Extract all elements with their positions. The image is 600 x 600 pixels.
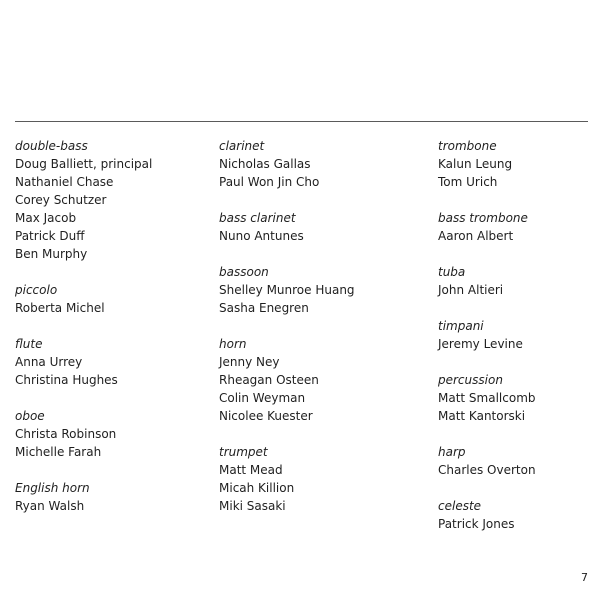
instrument-name: flute bbox=[15, 337, 43, 351]
instrument-section bbox=[219, 443, 429, 515]
instrument-section bbox=[219, 263, 429, 317]
instrument-section bbox=[438, 209, 588, 245]
player-name: Sasha Enegren bbox=[219, 301, 309, 315]
instrument-name: bass trombone bbox=[438, 211, 528, 225]
player-name: Michelle Farah bbox=[15, 445, 102, 459]
player-name: Doug Balliett, principal bbox=[15, 157, 153, 171]
instrument-name: English horn bbox=[15, 481, 90, 495]
instrument-name: clarinet bbox=[219, 139, 265, 153]
instrument-name: trombone bbox=[438, 139, 497, 153]
player-name: Matt Kantorski bbox=[438, 409, 526, 423]
instrument-name: piccolo bbox=[15, 283, 58, 297]
player-name: John Altieri bbox=[438, 283, 504, 297]
player-name: Kalun Leung bbox=[438, 157, 513, 171]
player-name: Nicolee Kuester bbox=[219, 409, 313, 423]
instrument-name: horn bbox=[219, 337, 247, 351]
player-name: Jeremy Levine bbox=[438, 337, 523, 351]
player-name: Patrick Duff bbox=[15, 229, 85, 243]
player-name: Patrick Jones bbox=[438, 517, 515, 531]
roster-column-1 bbox=[15, 137, 210, 533]
player-name: Max Jacob bbox=[15, 211, 77, 225]
header-rule bbox=[15, 121, 588, 122]
instrument-name: tuba bbox=[438, 265, 466, 279]
player-name: Shelley Munroe Huang bbox=[219, 283, 355, 297]
player-name: Tom Urich bbox=[438, 175, 498, 189]
instrument-name: trumpet bbox=[219, 445, 268, 459]
instrument-section bbox=[438, 443, 588, 479]
player-name: Corey Schutzer bbox=[15, 193, 107, 207]
instrument-name: bassoon bbox=[219, 265, 269, 279]
player-name: Rheagan Osteen bbox=[219, 373, 319, 387]
instrument-name: oboe bbox=[15, 409, 45, 423]
instrument-section bbox=[15, 479, 210, 515]
instrument-name: celeste bbox=[438, 499, 482, 513]
player-name: Christina Hughes bbox=[15, 373, 118, 387]
instrument-section bbox=[15, 137, 210, 263]
page-number: 7 bbox=[581, 571, 588, 584]
player-name: Matt Mead bbox=[219, 463, 283, 477]
instrument-section bbox=[438, 137, 588, 191]
player-name: Aaron Albert bbox=[438, 229, 514, 243]
instrument-section bbox=[15, 281, 210, 317]
instrument-name: timpani bbox=[438, 319, 484, 333]
player-name: Micah Killion bbox=[219, 481, 295, 495]
player-name: Charles Overton bbox=[438, 463, 536, 477]
instrument-section bbox=[438, 317, 588, 353]
instrument-name: harp bbox=[438, 445, 466, 459]
instrument-section bbox=[438, 497, 588, 533]
instrument-section bbox=[15, 335, 210, 389]
player-name: Anna Urrey bbox=[15, 355, 83, 369]
instrument-section bbox=[219, 137, 429, 191]
player-name: Matt Smallcomb bbox=[438, 391, 536, 405]
player-name: Paul Won Jin Cho bbox=[219, 175, 320, 189]
player-name: Ryan Walsh bbox=[15, 499, 85, 513]
roster-column-2 bbox=[219, 137, 429, 533]
player-name: Nicholas Gallas bbox=[219, 157, 311, 171]
player-name: Nuno Antunes bbox=[219, 229, 304, 243]
instrument-name: bass clarinet bbox=[219, 211, 296, 225]
player-name: Jenny Ney bbox=[219, 355, 280, 369]
instrument-section bbox=[219, 335, 429, 425]
player-name: Roberta Michel bbox=[15, 301, 105, 315]
instrument-name: percussion bbox=[438, 373, 503, 387]
instrument-name: double-bass bbox=[15, 139, 88, 153]
player-name: Christa Robinson bbox=[15, 427, 117, 441]
player-name: Ben Murphy bbox=[15, 247, 88, 261]
instrument-section bbox=[438, 263, 588, 299]
instrument-section bbox=[219, 209, 429, 245]
instrument-section bbox=[15, 407, 210, 461]
player-name: Nathaniel Chase bbox=[15, 175, 114, 189]
player-name: Colin Weyman bbox=[219, 391, 306, 405]
player-name: Miki Sasaki bbox=[219, 499, 286, 513]
roster-column-3 bbox=[438, 137, 588, 551]
instrument-section bbox=[438, 371, 588, 425]
